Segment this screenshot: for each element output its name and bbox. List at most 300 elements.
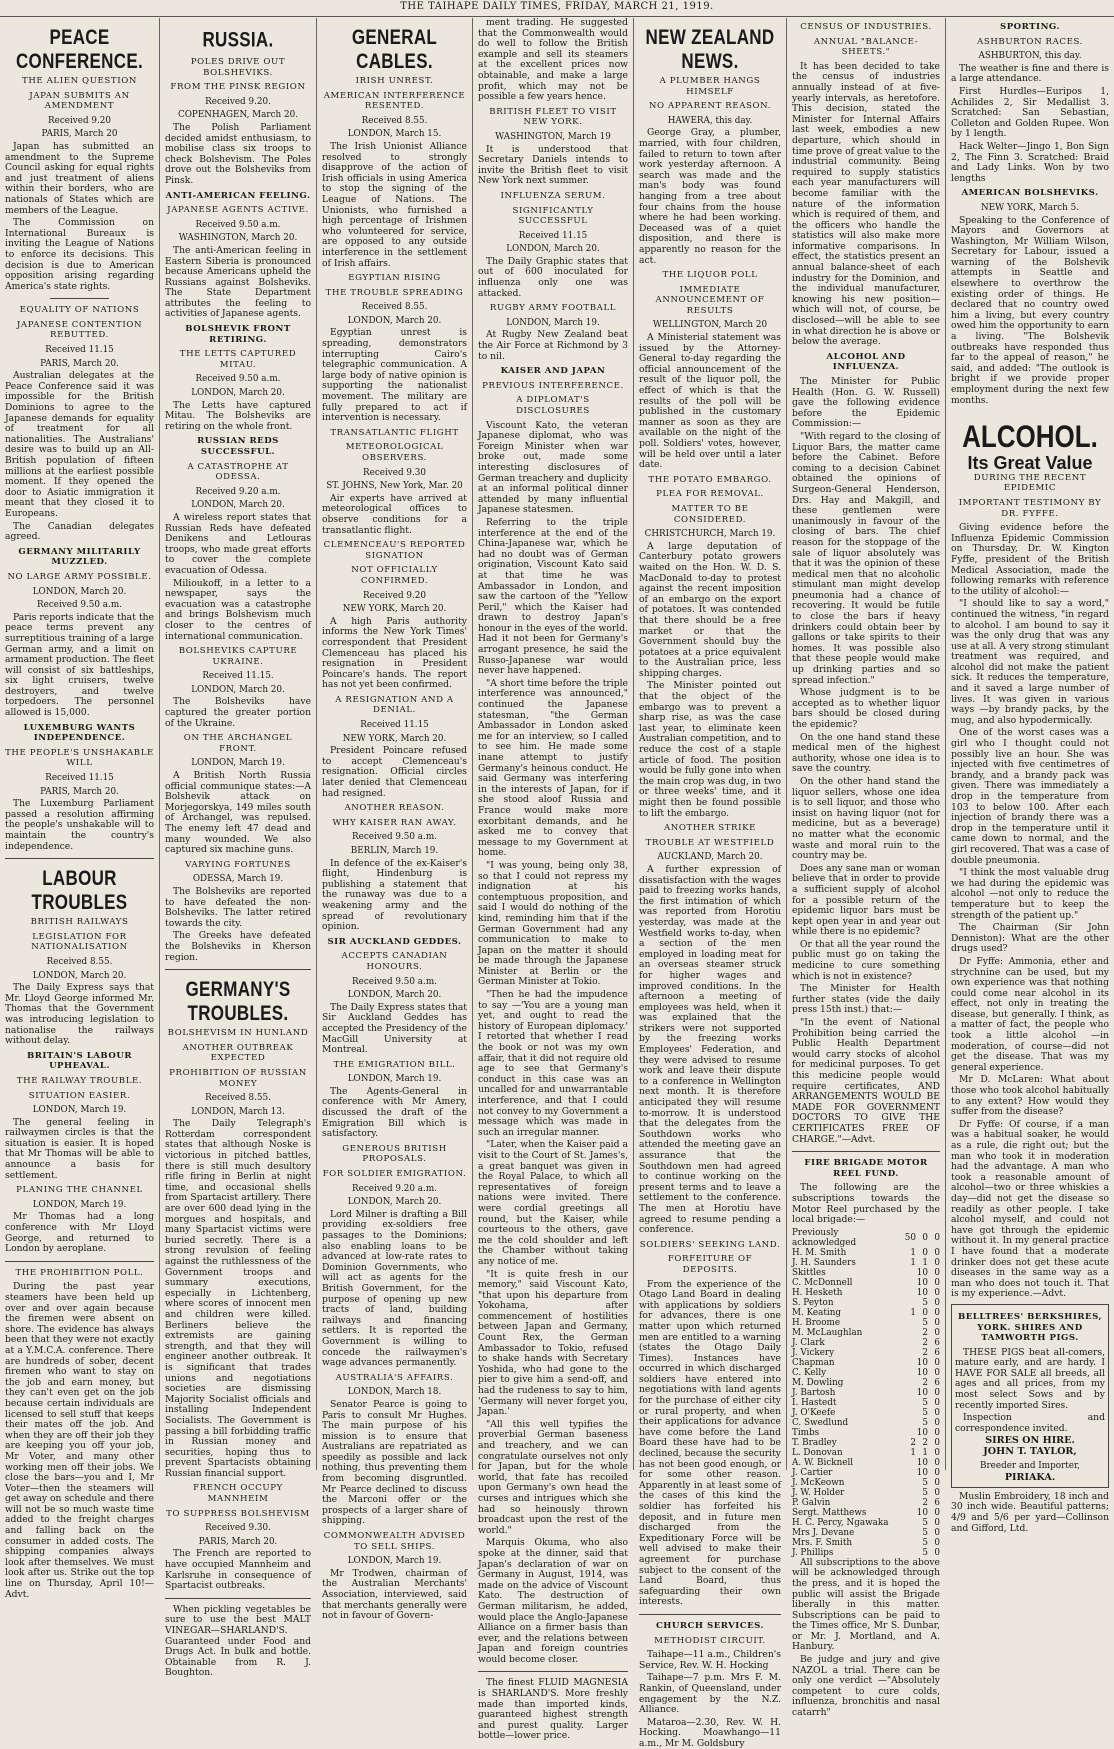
article-paragraph: The Irish Unionist Alliance resolved to strongly disapprove of the action of Irish officials in using America to stop the signing of the League of Nations. The Unionists, who furnished a high percentage of Irishmen who volunteered for service, are opposed to any outside interference in the settlement of Irish affairs. [322, 140, 467, 269]
subscription-row [792, 1358, 940, 1368]
subscription-row [792, 1468, 940, 1478]
subhead: CLEMENCEAU'S REPORTED SIGNATION [323, 540, 466, 561]
subhead: AMERICAN INTERFERENCE RESENTED. [323, 90, 466, 112]
subhead: CHURCH SERVICES. [655, 1620, 765, 1631]
article-paragraph: Milioukoff, in a letter to a newspaper, says the evacuation was a catastrophe and brings Bolshevism much closer to the centres of international communication. [165, 577, 311, 642]
article-paragraph: Taihape—7 p.m. Mrs F. M. Rankin, of Queensland, under engagement by the N.Z. Alliance. [639, 1672, 781, 1716]
subscription-row [792, 1518, 940, 1528]
amount-pence: 6 [934, 1497, 940, 1508]
received-line: Received 11.15. [202, 671, 274, 682]
divider [5, 858, 154, 859]
article-paragraph: "I think the most valuable drug we had during the epidemic was alcohol —not only to reduce the temperature but to keep the strength of the patient up." [951, 867, 1109, 921]
amount-pounds: 1 [910, 1257, 916, 1268]
amount-pence: 0 [934, 1387, 940, 1398]
subhead: GENEROUS BRITISH PROPOSALS. [342, 1143, 447, 1165]
subscription-row [792, 1418, 940, 1428]
pig-advertisement [951, 1304, 1109, 1488]
article-paragraph: On the other hand stand the liquor sellers, whose one idea is to sell liquor, and those who insist on having liquor (not for medicine, but as a beverage) no matter what the economic waste and moral ruin to the country may be. [792, 775, 940, 862]
article-paragraph: "Later, when the Kaiser paid a visit to the Court of St. James's, a great banquet was given in the Royal Palace, to which all representatives of foreign nations were invited. There were cordial greetings all round, but the Kaiser, while courteous to the others, gave me the cold shoulder and left the Chamber without taking any notice of me. [478, 1139, 628, 1267]
subhead: TRANSATLANTIC FLIGHT [330, 427, 459, 438]
subscriber-name: Timbs [792, 1427, 820, 1438]
article-paragraph: The Agents-General in conference with Mr Amery, discussed the draft of the Emigration Bill which is satisfactory. [322, 1085, 467, 1140]
amount-pounds [904, 1288, 916, 1298]
dateline: NEW YORK, March 5. [980, 202, 1079, 213]
amount-pence: 0 [934, 1487, 940, 1498]
amount-shillings: 2 [922, 1337, 928, 1348]
subhead: AMERICAN BOLSHEVIKS. [961, 188, 1099, 199]
amount-shillings: 10 [916, 1467, 928, 1478]
subscriber-name: M. Dowling [792, 1377, 844, 1388]
amount-pence: 0 [934, 1507, 940, 1518]
dateline: LONDON, March 20. [347, 315, 442, 326]
article-paragraph: "A short time before the triple interference was announced," continued the Japanese statesman, "the German Ambassador in London asked me for an interview, so I called to see him. He made some inane attempt to justify Germany's heinous conduct. He said Germany was interfering in the interests of Japan, for if she stood aloof Russia and France would make more exorbitant demands, and he asked me to convey that message to my Government at home. [478, 677, 628, 859]
subscription-row [792, 1398, 940, 1408]
article-paragraph: A high Paris authority informs the New York Times' correspondent that President Clemenceau has placed his resignation in President Poincare's hands. The report has not yet been confirmed. [322, 615, 467, 691]
subscriber-name: T. Bradley [792, 1437, 837, 1448]
amount-pence: 0 [934, 1397, 940, 1408]
subhead: EGYPTIAN RISING [348, 273, 441, 284]
article-paragraph: Marquis Okuma, who also spoke at the dinner, said that Japan's declaration of war on Germany in August, 1914, was made on the advice of Viscount Kato. The destruction of German militarism, he added, would place the Anglo-Japanese Alliance on a firmer basis than ever, and the relations between Japan and foreign countries would become closer. [478, 1537, 628, 1665]
subhead: THE ALIEN QUESTION [21, 76, 137, 86]
article-paragraph: The weather is fine and there is a large attendance. [951, 62, 1109, 85]
article-paragraph: The Bolsheviks have captured the greater portion of the Ukraine. [165, 696, 311, 729]
ad-text: Inspection and correspondence invited. [955, 1412, 1105, 1434]
received-line: Received 9.50 a.m. [37, 600, 122, 611]
article-paragraph: A British North Russia official communique states:—A Bolshevik attack on Morjegorskya, 149 miles south of Archangel, was repulsed. The enemy left 47 dead and many wounded. We also captured six machine guns. [165, 770, 311, 856]
amount-pence: 0 [934, 1537, 940, 1548]
amount-pence: 0 [934, 1357, 940, 1368]
dateline: PARIS, March 20. [40, 786, 119, 797]
amount-pounds [904, 1318, 916, 1328]
article-paragraph: A wireless report states that Russian Reds have defeated Denikens and Letlouras troops, who made great efforts to cover the complete evacuation of Odessa. [165, 511, 311, 576]
amount-shillings: 5 [922, 1407, 928, 1418]
headline-alcohol: ALCOHOL. [962, 418, 1098, 455]
amount-pounds [904, 1498, 916, 1508]
column-2 [160, 18, 316, 1679]
article-paragraph: "I should like to say a word," continued the witness, "in regard to alcohol. I am bound to say it was the only drug that was any use at all. A very strong stimulant treatment was required, and alcohol did not make the patient sick. It reduces the temperature, and it saved a large number of lives. It was given in various ways —by brandy packs, by the mug, and also hypodermically. [951, 598, 1110, 726]
amount-pence: 0 [934, 1447, 940, 1458]
amount-pounds [904, 1298, 916, 1308]
article-paragraph: Referring to the triple interference at the end of the China-Japanese war, which he had no doubt was of German origination, Viscount Kato said at that time he was Ambassador in London, and saw the cartoon of the "Yellow Peril," which the Kaiser had drawn to destroy Japan's honour in the eyes of the world. Had it not been for Germany's arrogant presence, he said the Russo-Japanese war would never have happened. [478, 516, 628, 677]
article-paragraph: The Letts have captured Mitau. The Bolsheviks are retiring on the whole front. [165, 399, 311, 432]
article-paragraph: A further expression of dissatisfaction with the wages paid to freezing works hands, the first intimation of which was reported from Horotiu yesterday, was made at the Westfield works to-day, when a section of the men employed in loading meat for an overseas steamer struck for higher wages and improved conditions. In the afternoon a meeting of employees was held, when it was explained that the strikers were not supported by the freezing works Employees' Federation, and they were advised to resume work and leave their dispute to a conference in Wellington next month. It is therefore anticipated they will resume to-morrow. It is understood that the delegates from the Southdown works who attended the meeting gave an assurance that the Southdown men had agreed to continue working on the present terms and to leave a settlement to the conference. The men at Horotiu have agreed to resume pending a conference. [639, 863, 781, 1236]
subhead: KAISER AND JAPAN [500, 366, 606, 377]
subhead: SIGNIFICANTLY SUCCESSFUL [512, 205, 594, 227]
received-line: Received 9.50 a.m. [352, 976, 437, 987]
subhead: RUGBY ARMY FOOTBALL [489, 303, 617, 314]
subscriber-name: H. M. Smith [792, 1247, 847, 1258]
subhead: NOT OFFICIALLY CONFIRMED. [351, 565, 438, 586]
dateline: AUCKLAND, March 20. [657, 852, 763, 863]
headline-peace-conference: PEACE CONFERENCE. [15, 25, 144, 73]
amount-pence: 0 [934, 1517, 940, 1528]
amount-pence: 0 [934, 1407, 940, 1418]
subscription-row [792, 1308, 940, 1318]
subscriber-name: Mrs J. Devane [792, 1527, 855, 1538]
received-line: Received 9.20 [363, 590, 426, 601]
dateline: LONDON, March 20. [191, 388, 285, 399]
subscription-row [792, 1438, 940, 1448]
subscription-row [792, 1428, 940, 1438]
subscription-row [792, 1498, 940, 1508]
amount-pounds [904, 1268, 916, 1278]
subhead: DURING THE RECENT EPIDEMIC [973, 472, 1087, 494]
subscription-row [792, 1348, 940, 1358]
article-paragraph: The Daily Graphic states that out of 600 inoculated for influenza only one was attacked. [478, 255, 628, 299]
ad-heading: SIRES ON HIRE. [985, 1435, 1075, 1447]
subhead: NO LARGE ARMY POSSIBLE. [7, 571, 152, 582]
article-paragraph: Whose judgment is to be accepted as to whether liquor bars should be closed during the epidemic? [792, 687, 940, 730]
column-7 [946, 18, 1114, 1534]
received-line: Received 9.50 a.m. [195, 374, 281, 385]
dateline: CHRISTCHURCH, March 19. [644, 529, 776, 540]
amount-shillings: 0 [922, 1307, 928, 1318]
subhead: ANTI-AMERICAN FEELING. [165, 190, 311, 201]
article-paragraph: The Commission on International Bureaux is inviting the League of Nations to enforce its decisions. This decision is due to American opposition arising regarding America's state rights. [5, 217, 154, 292]
subscriber-name: J. Vickery [792, 1347, 835, 1358]
article-paragraph: Mr D. McLaren: What about those who took alcohol habitually to any extent? How would they suffer from the disease? [951, 1074, 1109, 1118]
dateline: WELLINGTON, March 20 [652, 320, 768, 331]
subhead: JAPAN SUBMITS AN AMENDMENT [29, 90, 130, 112]
amount-pounds [904, 1278, 916, 1288]
subscription-row [792, 1248, 940, 1258]
dateline: LONDON, March 20. [347, 1197, 442, 1208]
subhead: FORFEITURE OF DEPOSITS. [667, 1254, 753, 1275]
received-line: Received 8.55. [361, 115, 428, 126]
dateline: LONDON, March 20. [191, 500, 285, 511]
article-paragraph: The Minister for Public Health (Hon. G. W. Russell) gave the following evidence before the Epidemic Commission:— [792, 376, 940, 430]
amount-pence: 0 [934, 1257, 940, 1268]
subscription-row [792, 1378, 940, 1388]
amount-pence: 0 [934, 1297, 940, 1308]
dateline: LONDON, March 19. [191, 758, 285, 769]
headline-great-value: Its Great Value [967, 453, 1093, 474]
subscriber-name: H. C. Percy, Ngawaka [792, 1517, 889, 1528]
subhead: BRITISH RAILWAYS [30, 917, 129, 928]
amount-pounds [904, 1458, 916, 1468]
advertisement: The finest FLUID MAGNESIA is SHARLAND'S. More freshly made than imported kinds, guaranteed highest strength and purest quality. Larger bottle—lower price. [478, 1677, 628, 1742]
subhead: PLEA FOR REMOVAL. [656, 489, 764, 500]
subhead: TROUBLE AT WESTFIELD [645, 837, 775, 848]
subhead: A DIPLOMAT'S DISCLOSURES [516, 395, 590, 416]
article-paragraph: The Polish Parliament decided amidst enthusiasm, to mobilise class six troops to check Bolshevism. The Poles drove out the Bolsheviks from Pinsk. [165, 121, 311, 186]
article-paragraph: The Greeks have defeated the Bolsheviks in Kherson region. [165, 930, 311, 963]
subscriber-name: Chapman [792, 1357, 835, 1368]
subhead: THE PROHIBITION POLL. [15, 1267, 144, 1278]
amount-pounds [904, 1488, 916, 1498]
amount-shillings: 5 [922, 1297, 928, 1308]
amount-shillings: 2 [922, 1327, 928, 1338]
subhead: POLES DRIVE OUT BOLSHEVIKS. [190, 57, 286, 78]
subhead: IMPORTANT TESTIMONY BY DR. FYFFE. [958, 497, 1102, 519]
subscription-row [792, 1288, 940, 1298]
ad-place: PIRIAKA. [1004, 1472, 1056, 1484]
subhead: LUXEMBURG WANTS INDEPENDENCE. [23, 722, 136, 744]
dateline: NEW YORK, March 20. [342, 733, 447, 744]
amount-shillings: 5 [922, 1527, 928, 1538]
subhead: LEGISLATION FOR NATIONALISATION [31, 931, 128, 953]
article-paragraph: The following are the subscriptions towards the Motor Reel purchased by the local brigade:— [792, 1182, 940, 1226]
article-paragraph: The Daily Express says that Mr. Lloyd George informed Mr. Thomas that the Government was introducing legislation to nationalise the railways without delay. [5, 982, 154, 1047]
subhead: FIRE BRIGADE MOTOR REEL FUND. [804, 1158, 928, 1179]
amount-pence: 0 [934, 1417, 940, 1428]
ad-name: JOHN T. TAYLOR, [983, 1446, 1077, 1458]
subscription-row [792, 1318, 940, 1328]
amount-pounds [904, 1358, 916, 1368]
subscription-row [792, 1458, 940, 1468]
article-paragraph: Dr Fyffe: Of course, if a man was a habitual soaker, he would as a rule, die right out; but the man who took it in moderation had the advantage. A man who took a reasonable amount of alcohol—two or three whiskies a day—did not get the disease so readily as other people. I take alcohol myself, and could not have got through the epidemic without it. In my general practice I have found that a moderate drinker does not get these acute diseases in the same way as a man who does not touch it. That is my experience.—Advt. [951, 1118, 1109, 1300]
received-line: Received 9.50 a.m. [195, 219, 281, 230]
amount-shillings: 2 [922, 1497, 928, 1508]
amount-pence: 0 [934, 1327, 940, 1338]
amount-pounds: 1 [910, 1307, 916, 1318]
subscription-row [792, 1338, 940, 1348]
subscriber-name: C. Swedlund [792, 1417, 849, 1428]
article-paragraph: Mr Trodwen, chairman of the Australian Merchants' Association, interviewed, said that merchants generally were not in favour of Govern- [322, 1567, 467, 1622]
amount-pence: 0 [934, 1287, 940, 1298]
subscription-row [792, 1298, 940, 1308]
amount-pence: 0 [934, 1317, 940, 1328]
amount-shillings: 10 [916, 1367, 928, 1378]
received-line: Received 9.20 [48, 115, 111, 126]
amount-pounds [904, 1468, 916, 1478]
dateline: LONDON, March 20. [191, 684, 285, 695]
amount-shillings: 0 [922, 1247, 928, 1258]
amount-pounds [904, 1538, 916, 1548]
article-paragraph: The Daily Express states that Sir Auckland Geddes has accepted the Presidency of the MacGill University at Montreal. [322, 1001, 467, 1056]
article-paragraph: Taihape—11 a.m., Children's Service, Rev. W. H. Hocking [639, 1649, 781, 1671]
amount-pence: 0 [934, 1427, 940, 1438]
amount-shillings: 5 [922, 1537, 928, 1548]
subscriber-name: S. Peyton [792, 1297, 834, 1308]
article-paragraph: Japan has submitted an amendment to the Supreme Council asking for equal rights and just treatment of aliens within their borders, who are nationals of States which are members of the League. [5, 140, 154, 216]
article-paragraph: Senator Pearce is going to Paris to consult Mr Hughes. The main purpose of his mission is to ensure that Australians are repatriated as speedily as possible and lack nothing, thus preventing them from becoming disgruntled. Mr Pearce declined to discuss the Marconi offer or the prospects of a larger share of shipping. [322, 1398, 467, 1527]
subhead: BRITISH FLEET TO VISIT NEW YORK. [489, 106, 617, 128]
headline-new-zealand-news: NEW ZEALAND NEWS. [645, 25, 775, 73]
subscriber-name: J. Phillips [792, 1547, 834, 1558]
amount-pounds [904, 1328, 916, 1338]
article-paragraph: Or that all the year round the public must go on taking the medicine to cure something which is not in existence? [792, 938, 940, 982]
article-paragraph: It has been decided to take the census of industries annually instead of at five-yearly intervals, as heretofore. This decision, stated the Minister for Internal Affairs last week, embodies a new departure, which should in time prove of great value to the industrial community. Being required to supply statistics each year manufacturers will become familiar with the nature of the information which is required of them, and the officers who handle the statistics will also make more informative comparisons. In effect, the statistics present an annual balance-sheet of each industry for the Dominion, and the individual manufacturer, knowing his new position—which will not, of course, be disclosed—will be able to see in what direction he is above or below the average. [792, 60, 940, 348]
subhead: ANNUAL "BALANCE-SHEETS." [813, 36, 919, 58]
article-paragraph: The French are reported to have occupied Mannheim and Karlsruhe in consequence of Spartacist outbreaks. [165, 1548, 311, 1592]
article-paragraph: On the one hand stand these medical men of the highest authority, whose one idea is to save the country. [792, 731, 940, 775]
article-paragraph: Hack Welter—Jingo 1, Bon Sign 2, The Finn 3. Scratched: Braid and Lady Links. Won by two lengths [951, 140, 1109, 184]
column-4 [473, 17, 633, 1742]
article-paragraph: It is understood that Secretary Daniels intends to invite the British fleet to visit New York next summer. [478, 143, 628, 187]
ad-text: Breeder and Importer, [980, 1460, 1080, 1471]
dateline: PARIS, March 20. [198, 1536, 278, 1547]
article-paragraph: The general feeling in railwaymen circles is that the situation is easier. It is hoped that Mr Thomas will be able to announce a basis for settlement. [5, 1116, 154, 1181]
advertisement: Be judge and jury and give NAZOL a trial. There can be only one verdict —"Absolutely competent to cure colds, influenza, bronchitis and nasal catarrh" [792, 1654, 940, 1719]
dateline: PARIS, March 20 [41, 129, 118, 140]
subscriber-name: Mrs. F. Smith [792, 1537, 853, 1548]
amount-pence: 0 [934, 1527, 940, 1538]
amount-pounds [904, 1408, 916, 1418]
subhead: TO SUPPRESS BOLSHEVISM [166, 1508, 310, 1519]
subhead: FOR SOLDIER EMIGRATION. [322, 1169, 467, 1180]
amount-shillings: 5 [922, 1487, 928, 1498]
subhead: ALCOHOL AND INFLUENZA. [826, 351, 906, 373]
amount-pounds [904, 1338, 916, 1348]
article-paragraph: "In the event of National Prohibition being carried the Public Health Department would carry stocks of alcohol for medicinal purposes. To get this medicine people would require certificates, AND ARRANGEMENTS WOULD BE MADE FOR GOVERNMENT DOCTORS TO GIVE THE CERTIFICATES FREE OF CHARGE."—Advt. [792, 1017, 940, 1145]
subhead: SPORTING. [1000, 22, 1060, 32]
received-line: Received 11.15 [45, 773, 114, 784]
masthead: THE TAIHAPE DAILY TIMES, FRIDAY, MARCH 21, 1919. [0, 0, 1114, 17]
subhead: IRISH UNREST. [355, 76, 434, 86]
subscriber-name: M. Keating [792, 1307, 842, 1318]
amount-shillings: 1 [922, 1447, 928, 1458]
amount-pence: 0 [934, 1437, 940, 1448]
subscriber-name: P. Galvin [792, 1497, 831, 1508]
article-paragraph: From the experience of the Otago Land Board in dealing with applications by soldiers for advances, there is one matter upon which returned men are entitled to a warning (states the Otago Daily Times). Instances have occurred in which discharged soldiers have entered into negotiations with land agents for the purchase of either city or rural property, and when their applications for advance have come before the Land Board these have had to be declined, because the security has not been good enough, or for some other reason. Apparently in at least some of the cases of this kind the soldier has forfeited his deposit, and in future men discharged from the Expeditionary Force will be well advised to make their agreement for purchase subject to the consent of the Land Board, thus safeguarding their own interests. [639, 1278, 781, 1608]
article-paragraph: "It is quite fresh in our memory," said Viscount Kato, "that upon his departure from Yokohama, after commencement of hostilities between Japan and Germany, Count Rex, the German Ambassador to Tokio, refused to shake hands with Secretary Yoshida, who had gone to the pier to give him a send-off, and had the rudeness to say to him, 'Germany will never forget you, Japan.' [478, 1268, 628, 1418]
article-paragraph: Giving evidence before the Influenza Epidemic Commission on Thursday, Dr. W. Kington Fyffe, president of the British Medical Association, made the following remarks with reference to the utility of alcohol:— [951, 522, 1109, 597]
article-paragraph: The Minister pointed out that the object of the embargo was to prevent a sharp rise, as was the case last year, to eliminate keen Australian competition, and to reduce the cost of a staple article of food. The position would be fully gone into when the main crop was dug, in two or three weeks' time, and it might then be found possible to lift the embargo. [639, 680, 781, 819]
received-line: Received 8.55. [46, 956, 113, 967]
subhead: PREVIOUS INTERFERENCE. [482, 380, 624, 391]
subhead: ACCEPTS CANADIAN HONOURS. [341, 951, 448, 972]
subhead: BOLSHEVIKS CAPTURE UKRAINE. [178, 646, 298, 667]
amount-shillings: 10 [916, 1287, 928, 1298]
subhead: FRENCH OCCUPY MANNHEIM [193, 1483, 283, 1505]
article-paragraph: The Minister for Health further states (vide the daily press 15th inst.) that:— [792, 983, 940, 1016]
subhead: GERMANY MILITARILY MUZZLED. [18, 546, 141, 568]
column-5 [634, 18, 786, 1749]
article-paragraph: Viscount Kato, the veteran Japanese diplomat, who was Foreign Minister when war broke out, made some interesting disclosures of German treachery and duplicity at an informal political dinner attended by many influential Japanese statesmen. [478, 419, 628, 516]
subhead: EQUALITY OF NATIONS [19, 305, 140, 316]
subhead: ASHBURTON RACES. [977, 36, 1083, 47]
subhead: JAPANESE CONTENTION REBUTTED. [16, 319, 143, 341]
subscriber-name: J. H. Saunders [792, 1257, 856, 1268]
amount-pence: 0 [934, 1477, 940, 1488]
amount-pence: 0 [934, 1307, 940, 1318]
article-paragraph: The Chairman (Sir John Denniston): What are the other drugs used? [951, 922, 1109, 955]
dateline: WASHINGTON, March 19 [495, 131, 611, 142]
dateline: LONDON, March 15. [347, 129, 442, 140]
article-paragraph: President Poincare refused to accept Clemenceau's resignation. Official circles later denied that Clemenceau had resigned. [322, 745, 467, 799]
subscriber-name: H. Hesketh [792, 1287, 843, 1298]
amount-pence: 0 [934, 1367, 940, 1378]
amount-shillings: 10 [916, 1267, 928, 1278]
amount-shillings: 2 [922, 1347, 928, 1358]
subscriber-name: J. Clark [792, 1337, 825, 1348]
subscriber-name: L. Donovan [792, 1447, 843, 1458]
dateline: LONDON, March 19. [347, 1074, 442, 1085]
dateline: BERLIN, March 19. [350, 846, 439, 856]
subhead: SIR AUCKLAND GEDDES. [327, 936, 462, 947]
subscription-row [792, 1488, 940, 1498]
amount-pence: 0 [934, 1232, 940, 1243]
article-paragraph: "I was young, being only 38, so that I could not repress my indignation at his contemptuous proposition, and said I would do nothing of the kind, reminding him that if the German Government had any communication to make to Japan on the matter it should be made through the Japanese Minister at Berlin or the German Minister at Tokio. [478, 859, 628, 988]
subhead: BOLSHEVIK FRONT RETIRING. [185, 324, 291, 345]
column-1 [0, 18, 159, 1600]
amount-shillings: 10 [916, 1427, 928, 1438]
article-paragraph: "All this well typifies the proverbial German baseness and treachery, and we can congratulate ourselves not only for Japan, but for the whole world, that fate has recoiled upon Germany's own head the curses and intrigues which she had so heinously thrown broadcast upon the rest of the world." [478, 1418, 628, 1536]
amount-pounds [904, 1388, 916, 1398]
subscription-row [792, 1228, 940, 1248]
amount-pence: 6 [934, 1347, 940, 1358]
received-line: Received 11.15 [45, 345, 114, 356]
article-paragraph: Egyptian unrest is spreading, demonstrators interrupting Cairo's telegraphic communication. A large body of native opinion is supporting the nationalist movement. The military are fully prepared to act if intervention is necessary. [322, 327, 467, 424]
amount-pounds [904, 1508, 916, 1518]
ad-heading: BELLTREES' BERKSHIRES, YORK. SHIRES AND TAMWORTH PIGS. [957, 1311, 1103, 1344]
subhead: BRITAIN'S LABOUR UPHEAVAL. [27, 1050, 132, 1072]
subhead: PLANING THE CHANNEL [16, 1185, 143, 1196]
amount-shillings: 2 [922, 1377, 928, 1388]
subscriptions-table [792, 1228, 940, 1558]
subhead: ANOTHER REASON. [344, 803, 445, 814]
amount-pounds [904, 1418, 916, 1428]
amount-pounds [904, 1398, 916, 1408]
headline-general-cables: GENERAL CABLES. [351, 25, 438, 73]
subscriber-name: J. McKeown [792, 1477, 845, 1488]
article-paragraph: Lord Milner is drafting a Bill providing ex-soldiers free passages to the Dominions; also enabling loans to be advanced at low-rate rates to Dominion Governments, who will act as agents for the British Government, for the purpose of opening up new tracts of land, building railways and financing settlers. It is reported the Government is willing to concede the railwaymen's wage advances permanently. [322, 1208, 467, 1369]
subscriber-name: H. Broome [792, 1317, 841, 1328]
received-line: Received 9.30. [205, 1523, 271, 1534]
amount-pounds: 50 [904, 1232, 916, 1243]
subhead: ANOTHER STRIKE [663, 823, 757, 834]
subhead: WHY KAISER RAN AWAY. [332, 817, 457, 828]
subhead: NO APPARENT REASON. [648, 101, 772, 112]
divider [50, 298, 110, 299]
dateline: COPENHAGEN, March 20. [177, 110, 299, 121]
ad-text: THESE PIGS beat all-comers, mature early, and are hardy. I HAVE FOR SALE all breeds, all ages and all prices, from my most select Sows and by recently imported Sires. [955, 1346, 1105, 1411]
amount-shillings: 10 [916, 1357, 928, 1368]
subscription-row [792, 1538, 940, 1548]
subhead: COMMONWEALTH ADVISED TO SELL SHIPS. [323, 1531, 466, 1552]
amount-pounds: 2 [910, 1437, 916, 1448]
subhead: RUSSIAN REDS SUCCESSFUL. [197, 436, 279, 457]
subscription-row [792, 1368, 940, 1378]
divider [478, 1671, 628, 1672]
divider [792, 1151, 940, 1152]
received-line: Received 9.50 a.m. [352, 832, 437, 843]
amount-pounds [904, 1478, 916, 1488]
dateline: ST. JOHNS, New York, Mar. 20 [326, 481, 463, 492]
amount-pounds [904, 1428, 916, 1438]
amount-pounds: 1 [910, 1447, 916, 1458]
subhead: A RESIGNATION AND A DENIAL. [335, 694, 454, 716]
article-paragraph: Speaking to the Conference of Mayors and Governors at Washington, Mr William Wilson, Secretary for Labour, issued a warning of the Bolshevik attempts in Seattle and elsewhere to overthrow the existing order of things. He declared that no country owed him a living, but every country owed him the opportunity to earn a living. "The Bolshevik outbreaks have responded thus far to the appeal of reason," he said, and added: "The outlook is bright if we provide proper employment during the next few months. [951, 214, 1109, 406]
received-line: Received 9.30 [363, 467, 426, 478]
divider [639, 1614, 781, 1615]
dateline: LONDON, March 20. [347, 990, 442, 1001]
dateline: WASHINGTON, March 20. [178, 233, 298, 244]
subscription-row [792, 1508, 940, 1518]
subhead: SOLDIERS' SEEKING LAND. [639, 1239, 781, 1250]
dateline: LONDON, March 20. [32, 970, 127, 981]
subscriber-name: Sergt. Matthews [792, 1507, 867, 1518]
amount-pounds [904, 1368, 916, 1378]
amount-shillings: 5 [922, 1477, 928, 1488]
subscriber-name: Previously acknowledged [792, 1227, 857, 1248]
subhead: MATTER TO BE CONSIDERED. [671, 503, 749, 525]
subhead: THE TROUBLE SPREADING [325, 287, 464, 298]
article-paragraph: Air experts have arrived at meteorological offices to observe conditions for a transatlantic flight. [322, 492, 467, 536]
subscription-row [792, 1448, 940, 1458]
amount-shillings: 10 [916, 1507, 928, 1518]
subscriber-name: Skittles [792, 1267, 826, 1278]
amount-pounds [904, 1518, 916, 1528]
article-paragraph: During the past year steamers have been held up over and over again because the firemen were absent on shore. The evidence has always been that they were not exactly at a Y.M.C.A. conference. There are hundreds of sober, decent firemen who want to stay on the job and earn money, but they can't even get on the job because certain individuals are licensed to sell stuff that keeps their mates off the job. And when they are off their job they are keeping you off your job, Mr Voter, and many other working men off their jobs. We close the bars—you and I, Mr Voter—then the steamers will get away on schedule and there will not be so much waste time added to the freight charges and falling back on the consumer in added costs. The shipping companies always look after themselves. We must look after us. Strike out the top line on Thursday, April 10!—Advt. [5, 1281, 154, 1600]
received-line: Received 9.20 a.m. [352, 1183, 437, 1194]
subscriber-name: J. Bartosh [792, 1387, 836, 1398]
subscription-row [792, 1528, 940, 1538]
advertisement: When pickling vegetables be sure to use the best MALT VINEGAR—SHARLAND'S. Guaranteed under Food and Drugs Act. In bulk and bottle. Obtainable from R. J. Boughton. [165, 1603, 311, 1679]
amount-pence: 0 [934, 1247, 940, 1258]
amount-shillings: 2 [922, 1437, 928, 1448]
